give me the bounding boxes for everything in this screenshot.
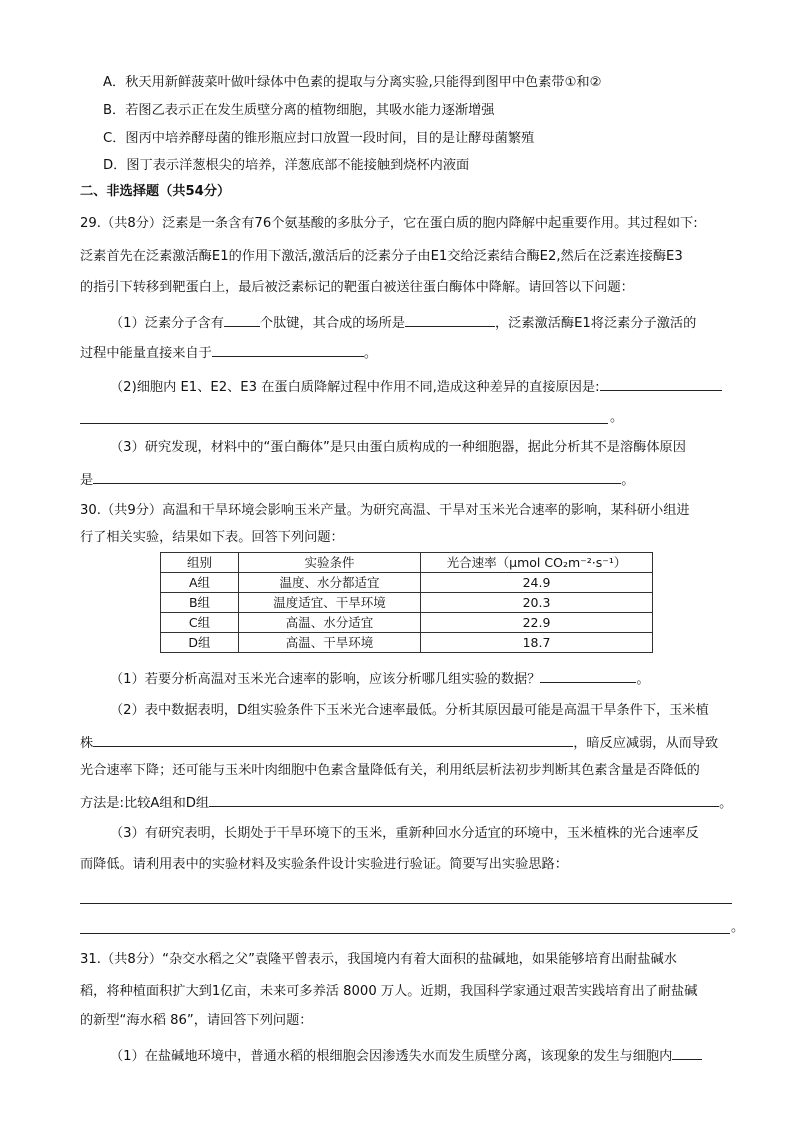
q29-sub1-text-c: ，泛素激活酶E1将泛素分子激活的 — [494, 316, 697, 331]
table-cell: C组 — [161, 613, 239, 633]
q29-sub1 — [110, 313, 696, 332]
q30-sub2-text-c: ，暗反应减弱，从而导致 — [573, 736, 719, 751]
q30-sub3-cont: 而降低。请利用表中的实验材料及实验条件设计实验进行验证。简要写出实验思路： — [80, 857, 568, 872]
q29-sub3-cont — [80, 470, 634, 489]
answer-blank[interactable] — [540, 669, 636, 683]
table-cell: 温度适宜、干旱环境 — [239, 593, 421, 613]
table-cell: B组 — [161, 593, 239, 613]
q30-sub3-end: 。 — [731, 920, 745, 935]
q30-sub2-text-b: 株 — [80, 736, 94, 751]
q30-sub2-text-e: 方法是:比较A组和D组 — [80, 796, 210, 811]
q29-sub2-end: 。 — [610, 410, 624, 425]
option-c: C．图丙中培养酵母菌的锥形瓶应封口放置一段时间，目的是让酵母菌繁殖 — [103, 131, 535, 146]
q29-sub2-text: （2)细胞内 E1、E2、E3 在蛋白质降解过程中作用不同,造成这种差异的直接原因是: — [110, 380, 600, 395]
q30-sub1-text: （1）若要分析高温对玉米光合速率的影响，应该分析哪几组实验的数据？ — [110, 672, 541, 687]
answer-blank[interactable] — [93, 470, 621, 484]
table-cell: 22.9 — [421, 613, 653, 633]
q31-sub1 — [110, 1046, 702, 1065]
answer-blank[interactable] — [672, 1046, 702, 1060]
q30-sub3: （3）有研究表明，长期处于干旱环境下的玉米，重新种回水分适宜的环境中，玉米植株的光合速率反 — [110, 826, 699, 841]
q29-sub3-text-b: 是 — [80, 473, 94, 488]
q30-sub1 — [110, 669, 650, 688]
answer-line[interactable] — [80, 423, 608, 424]
section-heading: 二、非选择题（共54分） — [80, 184, 231, 199]
answer-blank[interactable] — [224, 313, 260, 327]
answer-line[interactable] — [80, 903, 732, 904]
table-cell: 高温、干旱环境 — [239, 633, 421, 653]
table-row — [161, 573, 653, 593]
table-header: 组别 — [161, 553, 239, 573]
q30-sub2-line3: 光合速率下降；还可能与玉米叶肉细胞中色素含量降低有关，利用纸层析法初步判断其色素含量是否降低的 — [80, 763, 700, 778]
q29-intro-line1: 29.（共8分）泛素是一条含有76个氨基酸的多肽分子，它在蛋白质的胞内降解中起重要作用。其过程如下: — [80, 216, 698, 231]
q30-sub2-line4 — [80, 793, 732, 812]
experiment-table — [160, 552, 653, 653]
table-header: 光合速率（μmol CO₂m⁻²·s⁻¹） — [421, 553, 653, 573]
q29-sub1-text-d: 过程中能量直接来自于 — [80, 346, 212, 361]
q29-sub2 — [110, 377, 722, 396]
q29-sub1-end: 。 — [363, 346, 378, 361]
table-cell: D组 — [161, 633, 239, 653]
table-cell: A组 — [161, 573, 239, 593]
q31-intro-line1: 31.（共8分）“杂交水稻之父”袁隆平曾表示，我国境内有着大面积的盐碱地，如果能够培育出耐盐碱水 — [80, 952, 677, 967]
q29-sub1-text-a: （1）泛素分子含有 — [110, 316, 224, 331]
q30-sub2-end: 。 — [719, 796, 733, 811]
table-row — [161, 633, 653, 653]
q31-sub1-text: （1）在盐碱地环境中，普通水稻的根细胞会因渗透失水而发生质壁分离，该现象的发生与细胞内 — [110, 1049, 673, 1064]
table-cell: 温度、水分都适宜 — [239, 573, 421, 593]
option-b: B．若图乙表示正在发生质壁分离的植物细胞，其吸水能力逐渐增强 — [103, 103, 495, 118]
q31-intro-line2: 稻，将种植面积扩大到1亿亩，未来可多养活 8000 万人。近期，我国科学家通过艰苦实践培育出了耐盐碱 — [80, 984, 698, 999]
q30-sub2-cont — [80, 733, 718, 752]
answer-line[interactable] — [80, 933, 730, 934]
table-row — [161, 593, 653, 613]
q30-sub1-end: 。 — [636, 672, 650, 687]
q30-intro-line1: 30.（共9分）高温和干旱环境会影响玉米产量。为研究高温、干旱对玉米光合速率的影响，某科研小组进 — [80, 503, 690, 518]
q29-sub1-text-b: 个肽键，其合成的场所是 — [259, 316, 405, 331]
q30-sub2: （2）表中数据表明，D组实验条件下玉米光合速率最低。分析其原因最可能是高温干旱条件下，玉米植 — [110, 703, 709, 718]
table-cell: 24.9 — [421, 573, 653, 593]
q29-sub3-end: 。 — [621, 473, 635, 488]
answer-blank[interactable] — [212, 343, 364, 357]
q29-sub3: （3）研究发现，材料中的“蛋白酶体”是只由蛋白质构成的一种细胞器，据此分析其不是溶酶体原因 — [110, 440, 686, 455]
q29-intro-line3: 的指引下转移到靶蛋白上，最后被泛素标记的靶蛋白被送往蛋白酶体中降解。请回答以下问题： — [80, 280, 634, 295]
q29-intro-line2: 泛素首先在泛素激活酶E1的作用下激活,激活后的泛素分子由E1交给泛素结合酶E2,然后在泛素连接酶E3 — [80, 249, 683, 264]
option-d: D．图丁表示洋葱根尖的培养，洋葱底部不能接触到烧杯内液面 — [103, 158, 470, 173]
table-cell: 20.3 — [421, 593, 653, 613]
table-cell: 18.7 — [421, 633, 653, 653]
q31-intro-line3: 的新型“海水稻 86”，请回答下列问题： — [80, 1013, 313, 1028]
answer-blank[interactable] — [600, 377, 722, 391]
answer-blank[interactable] — [93, 733, 573, 747]
option-a: A．秋天用新鲜菠菜叶做叶绿体中色素的提取与分离实验,只能得到图甲中色素带①和② — [103, 75, 602, 90]
table-cell: 高温、水分适宜 — [239, 613, 421, 633]
table-header: 实验条件 — [239, 553, 421, 573]
table-header-row — [161, 553, 653, 573]
table-row — [161, 613, 653, 633]
answer-blank[interactable] — [405, 313, 495, 327]
q30-intro-line2: 行了相关实验，结果如下表。回答下列问题： — [80, 530, 344, 545]
answer-blank[interactable] — [209, 793, 719, 807]
q29-sub1-cont — [80, 343, 377, 362]
